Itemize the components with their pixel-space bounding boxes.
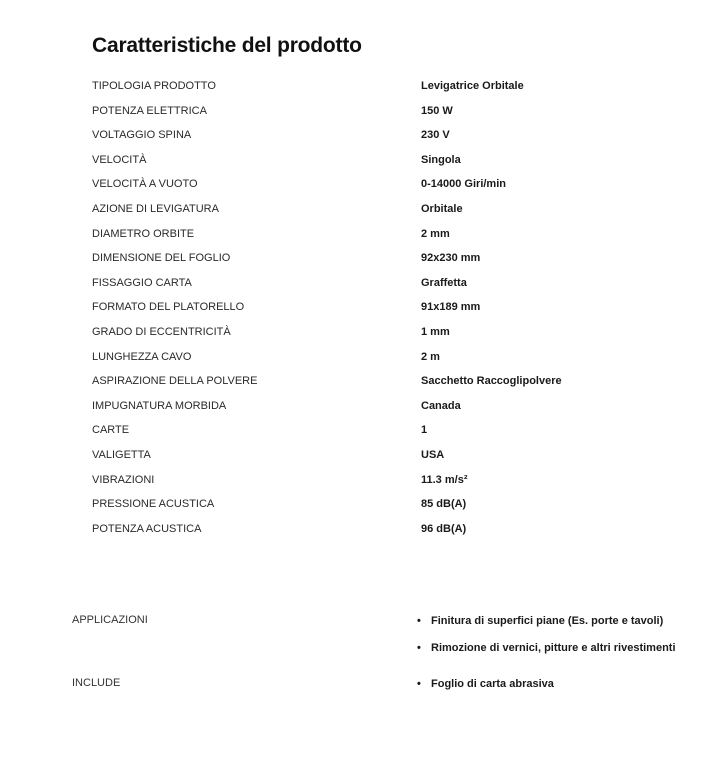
spec-value: 91x189 mm [421, 301, 481, 314]
applicazioni-label: APPLICAZIONI [72, 614, 148, 626]
spec-row [92, 148, 692, 173]
spec-value: 1 [421, 424, 428, 437]
spec-value: 96 dB(A) [421, 522, 467, 535]
applicazioni-list [417, 614, 676, 668]
spec-label: VOLTAGGIO SPINA [92, 129, 192, 142]
list-item: • Finitura di superfici piane (Es. porte e tavoli) [417, 614, 676, 641]
spec-row [92, 468, 692, 493]
spec-value: 85 dB(A) [421, 498, 467, 511]
spec-row [92, 394, 692, 419]
spec-value: 92x230 mm [421, 252, 481, 265]
spec-label: IMPUGNATURA MORBIDA [92, 399, 227, 412]
spec-value: 0-14000 Giri/min [421, 178, 506, 191]
spec-value: Sacchetto Raccoglipolvere [421, 375, 562, 388]
spec-label: AZIONE DI LEVIGATURA [92, 202, 219, 215]
spec-row [92, 99, 692, 124]
spec-label: ASPIRAZIONE DELLA POLVERE [92, 375, 258, 388]
spec-row [92, 222, 692, 247]
spec-row [92, 197, 692, 222]
spec-value: Levigatrice Orbitale [421, 80, 524, 92]
spec-value: 1 mm [421, 325, 450, 338]
spec-label: VELOCITÀ [92, 153, 147, 166]
spec-value: Orbitale [421, 202, 463, 215]
spec-label: VALIGETTA [92, 448, 151, 461]
spec-row [92, 418, 692, 443]
spec-label: FORMATO DEL PLATORELLO [92, 301, 245, 314]
list-item: • Foglio di carta abrasiva [417, 677, 554, 704]
spec-label: TIPOLOGIA PRODOTTO [92, 80, 216, 92]
spec-row [92, 345, 692, 370]
spec-label: DIMENSIONE DEL FOGLIO [92, 252, 231, 265]
spec-value: 230 V [421, 129, 450, 142]
spec-label: DIAMETRO ORBITE [92, 227, 195, 240]
spec-row [92, 271, 692, 296]
spec-label: GRADO DI ECCENTRICITÀ [92, 325, 231, 338]
spec-label: FISSAGGIO CARTA [92, 276, 192, 289]
spec-value: 150 W [421, 104, 453, 117]
spec-value: USA [421, 448, 445, 461]
include-list [417, 677, 554, 704]
page-title: Caratteristiche del prodotto [92, 34, 362, 57]
spec-label: VIBRAZIONI [92, 473, 155, 486]
spec-label: POTENZA ACUSTICA [92, 522, 202, 535]
spec-value: 2 mm [421, 227, 450, 240]
spec-row [92, 123, 692, 148]
spec-row [92, 74, 692, 99]
spec-table [92, 74, 692, 541]
spec-row [92, 443, 692, 468]
spec-row [92, 320, 692, 345]
spec-value: Graffetta [421, 276, 467, 289]
spec-value: 2 m [421, 350, 440, 363]
spec-label: PRESSIONE ACUSTICA [92, 498, 215, 511]
spec-label: POTENZA ELETTRICA [92, 104, 207, 117]
spec-row [92, 172, 692, 197]
spec-value: Canada [421, 399, 461, 412]
spec-value: Singola [421, 153, 461, 166]
list-item: • Rimozione di vernici, pitture e altri rivestimenti [417, 641, 676, 668]
spec-value: 11.3 m/s² [421, 473, 468, 486]
spec-row [92, 492, 692, 517]
spec-row [92, 369, 692, 394]
spec-label: LUNGHEZZA CAVO [92, 350, 192, 363]
spec-row [92, 246, 692, 271]
include-label: INCLUDE [72, 677, 121, 689]
spec-row [92, 517, 692, 542]
spec-label: CARTE [92, 424, 130, 437]
spec-label: VELOCITÀ A VUOTO [92, 178, 198, 191]
spec-row [92, 295, 692, 320]
